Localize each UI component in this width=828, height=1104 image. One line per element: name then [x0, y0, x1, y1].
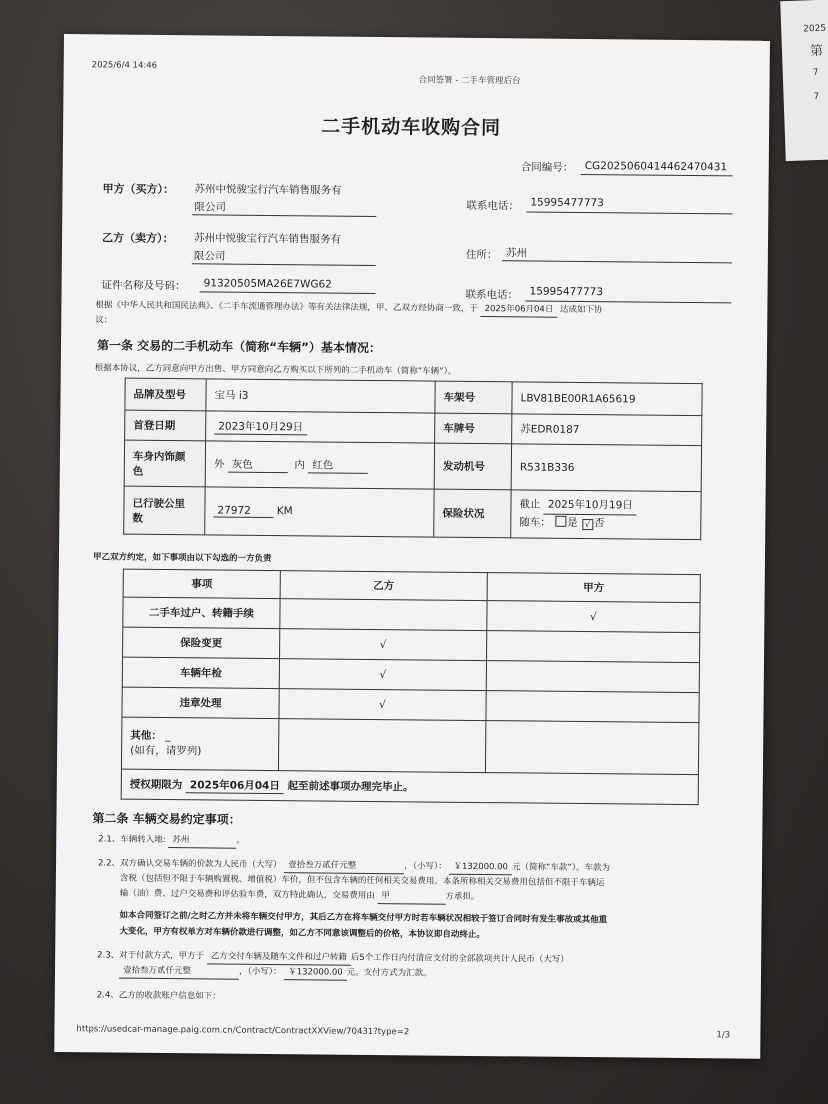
article1-heading: 第一条 交易的二手机动车（简称“车辆”）基本情况：: [96, 338, 382, 356]
preamble-date: 2025年06月04日: [481, 302, 558, 318]
fee-bearer: 甲: [377, 889, 445, 905]
underline: [526, 211, 732, 214]
mileage-label: [124, 486, 205, 535]
underline: [581, 174, 733, 176]
page-number: 1/3: [716, 1030, 731, 1041]
insurance-yes-checkbox[interactable]: [555, 516, 566, 527]
transfer-destination: 苏州: [168, 833, 236, 849]
contract-page: [54, 34, 770, 1059]
col-header-party-b: 乙方: [280, 571, 487, 601]
vehicle-table: [123, 378, 702, 541]
exterior-prefix: 外: [213, 457, 225, 471]
other-note: (如有，请罗列): [130, 744, 202, 757]
reg-date-value: 2023年10月29日: [214, 418, 307, 435]
bg-page-text: 7: [813, 91, 820, 103]
insurance-until: 截止: [519, 498, 541, 511]
payment-lowercase: ￥132000.00: [284, 965, 347, 981]
row-party-b-mark: √: [279, 689, 486, 721]
plate-label: 车牌号: [435, 413, 512, 444]
row-party-a-mark: [487, 631, 700, 663]
brand-value: 宝马 i3: [206, 379, 435, 413]
bold-notice-line2: 大变化，甲方有权单方对车辆价款进行调整，如乙方不同意该调整后的价格，本协议即自动终止。: [119, 926, 485, 941]
mileage-value: 27972: [213, 504, 273, 518]
brand-label: 品牌及型号: [125, 378, 206, 411]
clause-2-3-line2: [119, 964, 432, 982]
row-item: 二手车过户、转籍手续: [123, 597, 280, 629]
row-item: 违章处理: [122, 687, 279, 719]
clause-2-4: 2.4、乙方的收款账户信息如下：: [96, 990, 221, 1002]
insurance-yes-label: 是: [567, 516, 578, 529]
reg-date-cell: [206, 411, 435, 443]
row-party-b-mark: [278, 719, 485, 773]
clause-2-2-text: 元（简称“车款”）。车款为: [511, 862, 611, 874]
clause-2-3-text: ，（小写）：: [238, 966, 282, 978]
mileage-unit: KM: [276, 505, 293, 518]
interior-prefix: 内: [294, 458, 305, 471]
engine-label: 发动机号: [434, 443, 511, 490]
party-b-address: 苏州: [505, 247, 527, 260]
row-item: 保险变更: [123, 627, 280, 659]
clause-2-2-text: 双方确认交易车辆的价款为人民币（大写）: [120, 858, 282, 871]
insurance-with-car: 随车：: [519, 516, 551, 529]
other-cell: [121, 717, 278, 771]
clause-2-2-text: ，（小写）：: [404, 861, 447, 872]
party-a-name-line2: 限公司: [194, 201, 226, 214]
party-a-phone: 15995477773: [530, 196, 604, 210]
underline: [192, 263, 376, 266]
clause-2-2-text: 方承担。: [445, 891, 480, 903]
bg-page-text: 2025: [803, 23, 827, 35]
bg-page-text: 7: [812, 67, 819, 79]
col-header-party-a: 甲方: [487, 573, 700, 603]
clause-2-2-text: 输（油）费、过户交易费和评估验车费，双方特此确认，交易费用由: [119, 888, 375, 902]
auth-date: 2025年06月04日: [186, 777, 284, 794]
preamble-text: 根据《中华人民共和国民法典》、《二手车流通管理办法》等有关法律法规，甲、乙双方经协商一致，于: [95, 300, 478, 314]
party-b-name-line1: 苏州中悦骏宝行汽车销售服务有: [193, 232, 342, 246]
party-b-phone: 15995477773: [529, 285, 604, 299]
insurance-date: 2025年10月19日: [544, 497, 637, 516]
clause-2-3-text: 后5个工作日内付清应支付的全部款项共计人民币（大写）: [350, 952, 569, 965]
mileage-cell: [205, 487, 434, 537]
row-party-a-mark: [485, 721, 698, 775]
party-a-label: 甲方（买方）：: [102, 182, 175, 197]
payment-uppercase: 壹拾叁万贰仟元整: [119, 964, 239, 980]
article2-heading: 第二条 车辆交易约定事项：: [92, 811, 241, 827]
table-row: [121, 769, 698, 805]
responsibility-table: [121, 569, 701, 806]
clause-2-1-label: 2.1、车辆转入地:: [98, 834, 166, 846]
row-party-b-mark: √: [279, 659, 486, 691]
authorization-cell: [121, 769, 698, 805]
article1-intro: 根据本协议，乙方同意向甲方出售、甲方同意向乙方购买以下所列的二手机动车（简称“车辆”）。: [94, 363, 457, 377]
background-page: [780, 0, 828, 161]
clause-2-3-text: 对于付款方式，甲方于: [119, 950, 205, 962]
engine-value: R531B336: [511, 444, 701, 492]
preamble-line2: 议：: [95, 315, 113, 326]
print-site-title: 合同签署 - 二手车管理后台: [418, 75, 521, 87]
clause-2-3-text: 元。支付方式为汇款。: [346, 967, 432, 979]
clause-2-2-label: 2.2、: [97, 858, 121, 869]
preamble-tail: 达成如下协: [560, 304, 603, 316]
reg-date-label: 首登日期: [125, 410, 206, 441]
footer-url: https://usedcar-manage.paig.com.cn/Contract/ContractXXView/70431?type=2: [76, 1024, 410, 1038]
vin-value: LBV81BE00R1A65619: [512, 382, 702, 416]
mileage-label-line2: 数: [132, 512, 143, 525]
row-party-a-mark: [486, 661, 699, 693]
other-value: _: [165, 729, 171, 742]
price-lowercase: ￥132000.00: [449, 860, 512, 876]
contract-number-label: 合同编号：: [520, 161, 574, 174]
underline: [200, 291, 376, 294]
party-b-phone-label: 联系电话：: [465, 288, 519, 302]
bg-page-text: 第: [809, 43, 824, 60]
clause-2-3-label: 2.3、: [97, 950, 120, 961]
print-datetime: 2025/6/4 14:46: [91, 60, 158, 71]
party-a-name-line1: 苏州中悦骏宝行汽车销售服务有: [194, 183, 342, 197]
insurance-cell: [511, 490, 701, 540]
insurance-no-checkbox[interactable]: √: [582, 519, 593, 530]
clause-2-2-line3: [120, 887, 480, 905]
table-row: [121, 717, 698, 775]
row-party-b-mark: [280, 599, 487, 631]
price-uppercase: 壹拾叁万贰仟元整: [284, 858, 404, 874]
auth-prefix: 授权期限为: [129, 778, 183, 791]
plate-value: 苏EDR0187: [512, 414, 702, 446]
party-b-name-line2: 限公司: [193, 250, 226, 263]
row-party-b-mark: √: [280, 629, 487, 661]
table-row: [124, 440, 701, 492]
other-label: 其他：: [130, 729, 162, 742]
color-cell: [205, 441, 434, 489]
color-label-line1: 车身内饰颜: [132, 450, 186, 463]
mileage-label-line1: 已行驶公里: [132, 497, 186, 510]
col-header-item: 事项: [123, 569, 280, 599]
contract-number: CG2025060414462470431: [584, 160, 728, 174]
bold-notice-line1: 如本合同签订之前/之时乙方并未将车辆交付甲方，其后乙方在将车辆交付甲方时若车辆状况相较于签订合同时有发生事故或其他重: [119, 910, 608, 926]
insurance-no-label: 否: [593, 517, 605, 530]
row-party-a-mark: [486, 691, 699, 723]
row-party-a-mark: √: [487, 601, 700, 633]
party-b-address-label: 住所：: [465, 248, 498, 262]
auth-suffix: 起至前述事项办理完毕止。: [287, 779, 414, 793]
color-label: [124, 440, 205, 487]
clause-2-1: [98, 832, 245, 848]
exterior-color: 灰色: [228, 456, 288, 473]
responsibility-intro: 甲乙双方约定，如下事项由以下勾选的一方负责: [92, 552, 272, 565]
underline: [192, 214, 376, 217]
insurance-label: 保险状况: [434, 489, 511, 538]
underline: [502, 260, 732, 263]
payment-condition: 乙方交付车辆及随车文件和过户转籍: [207, 949, 351, 965]
clause-2-1-tail: 。: [236, 835, 245, 846]
vin-label: 车架号: [435, 381, 512, 414]
row-item: 车辆年检: [122, 657, 279, 689]
party-b-id-label: 证件名称及号码：: [101, 279, 186, 293]
party-a-phone-label: 联系电话：: [466, 199, 519, 213]
party-b-label: 乙方（卖方）：: [101, 231, 174, 246]
clause-2-2-line2: 含税（包括但不限于车辆购置税、增值税）车价，但不包含车辆的任何相关交易费用。本条所称相关交易费用包括但不限于车辆运: [119, 873, 605, 889]
table-row: [124, 486, 701, 540]
color-label-line2: 色: [132, 465, 144, 478]
party-b-id: 91320505MA26E7WG62: [203, 277, 332, 291]
contract-title: 二手机动车收购合同: [321, 115, 502, 140]
interior-color: 红色: [308, 457, 368, 474]
